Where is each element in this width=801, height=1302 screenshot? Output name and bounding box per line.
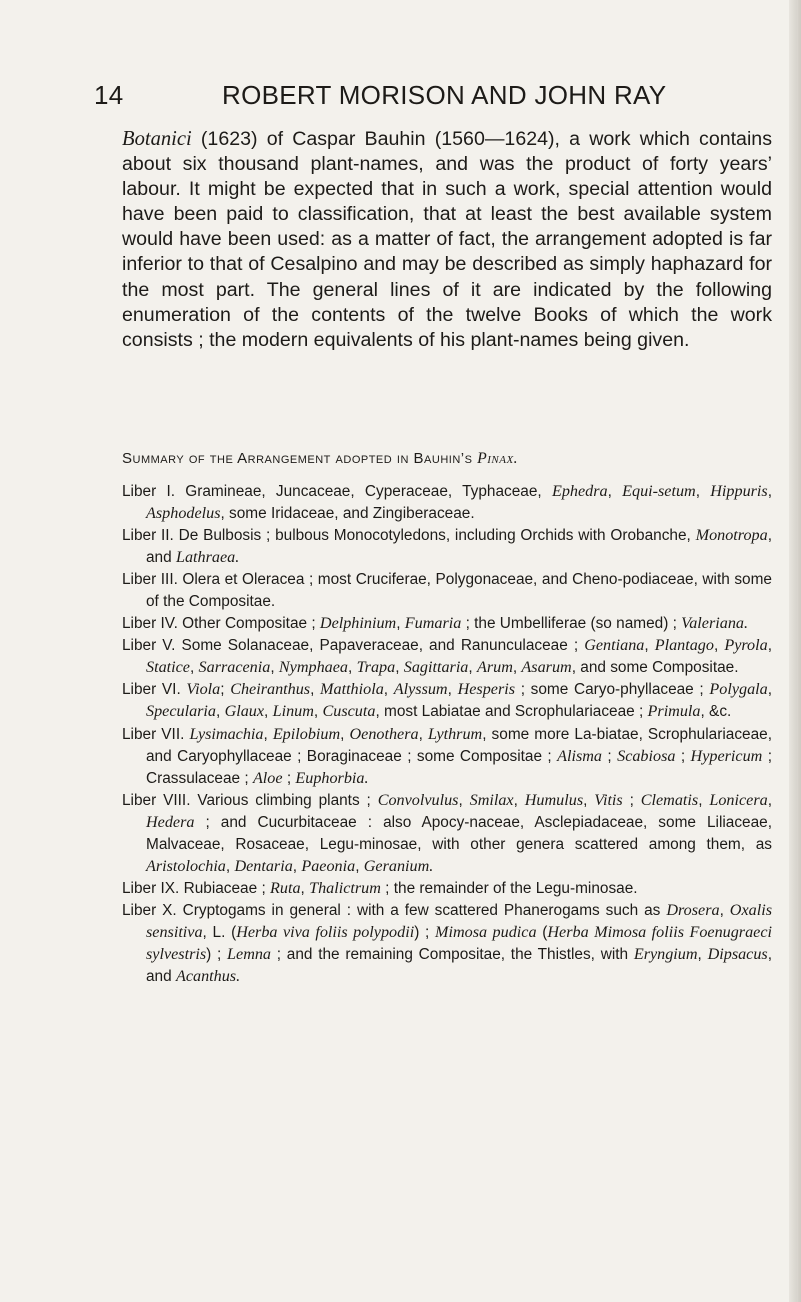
italic-term: Cuscuta [322,703,376,721]
italic-term: Hippuris [710,483,768,500]
text-run: , most Labiatae and Scrophulariaceae ; [375,703,648,721]
text-run: Liber VII. [122,725,190,743]
italic-term: Herba Mimosa foliis Foenugraeci sylvestris [146,923,773,963]
text-run: ; Crassulaceae ; [146,747,773,787]
italic-term: Valeriana. [681,615,749,633]
italic-term: Statice [146,659,190,677]
italic-term: Hesperis [457,681,516,699]
italic-term: Geranium. [363,857,434,875]
text-run: ; some Caryo-phyllaceae ; [515,681,710,699]
text-run: , [189,659,199,677]
italic-term: Lonicera [709,791,768,809]
text-run: Liber IX. Rubiaceae ; [122,879,271,897]
italic-term: Convolvulus [377,791,459,809]
italic-term: Arum [476,659,513,677]
text-run: , [292,857,302,875]
summary-heading [122,450,772,468]
italic-term: Linum [272,703,314,721]
text-run: , [396,615,405,633]
text-run: , [313,703,323,721]
italic-term: Sagittaria [403,659,469,677]
italic-term: Ruta [270,879,301,897]
italic-term: Lythrum [427,725,483,743]
italic-term: Dentaria [234,857,293,875]
italic-term: Equi-setum [622,483,696,500]
italic-term: Euphorbia. [295,769,369,787]
text-run: , [395,659,404,677]
italic-term: Botanici [122,128,192,150]
text-run: , [719,901,730,919]
italic-term: Drosera [666,901,720,919]
text-run: , [512,659,522,677]
text-run: , [698,791,710,809]
italic-term: Humulus [524,791,584,809]
text-run: , [348,659,357,677]
text-run: , some Iridaceae, and Zingiberaceae. [220,505,475,523]
italic-term: Oenothera [349,725,419,743]
italic-term: Vitis [594,791,623,809]
liber-entry [122,679,772,723]
text-run: , [458,791,470,809]
text-run: ; and Cucurbitaceae : also Apocy-naceae, Asclepiadaceae, some Liliaceae, Malvaceae, Rosaceae, Legu-minosae, with other genera scattered among them, as [146,813,772,853]
italic-term: Oxalis sensitiva [146,901,772,941]
italic-term: Thalictrum [309,879,381,897]
italic-term: Lemna [227,945,272,963]
italic-term: Trapa [356,659,396,677]
italic-term: Specularia [146,703,216,721]
text-run: ; [282,769,296,787]
text-run: ) ; [414,923,436,941]
text-run: ; [675,747,691,765]
italic-term: Mimosa pudica [435,923,537,941]
italic-term: Viola [186,681,221,699]
page-edge [789,0,801,1302]
italic-term: Lysimachia [189,725,264,743]
text-run: ; [220,681,231,699]
text-run: , [767,637,772,655]
text-run: , [468,659,477,677]
text-run: , [767,483,772,500]
intro-text [122,127,772,353]
intro-paragraph [122,127,772,353]
text-run: Liber I. Gramineae, Juncaceae, Cyperaceae, Typhaceae, [122,483,552,500]
text-run: Liber III. Olera et Oleracea ; most Cruciferae, Polygonaceae, and Cheno-podiaceae, with some of the Compositae. [122,571,772,611]
italic-term: Delphinium [319,615,397,633]
text-run: Liber VI. [122,681,187,699]
italic-term: Sarracenia [198,659,271,677]
liber-entry [122,900,772,988]
liber-entry [122,790,772,878]
liber-entry [122,635,772,679]
liber-entry [122,724,772,790]
italic-term: Eryngium [633,945,698,963]
text-run: , [447,681,458,699]
italic-term: Asphodelus [146,505,221,523]
text-run: ; [602,747,618,765]
italic-term: Herba viva foliis polypodii [236,923,415,941]
text-run: , [583,791,595,809]
text-run: , &c. [700,703,732,721]
text-run: , [355,857,364,875]
text-run: , [263,725,273,743]
running-title: ROBERT MORISON AND JOHN RAY [222,80,667,110]
italic-term: Dipsacus [707,945,768,963]
text-run: Liber II. De Bulbosis ; bulbous Monocotyledons, including Orchids with Orobanche, [122,527,696,545]
liber-entry [122,525,772,569]
italic-term: Monotropa [695,527,768,545]
text-run: Liber VIII. Various climbing plants ; [122,791,378,809]
italic-term: Alyssum [393,681,448,699]
text-run: (1623) of Caspar Bauhin (1560—1624), a work which contains about six thousand plant-names, and was the product of forty years’ labour. It might be expected that in such a work, special attention would have been paid to classification, that at least the best available system would have been used: as a matter of fact, the arrangement adopted is far inferior to that of Cesalpino and may be described as simply haphazard for the most part. The general lines of it are indicated by the following enumeration of the contents of the twelve Books of which the work consists ; the modern equivalents of his plant-names being given. [122,128,772,351]
text-run: , [264,703,273,721]
italic-term: Scabiosa [617,747,676,765]
text-run: , and [146,527,772,567]
text-run: , [767,681,773,699]
summary-heading-lead: Summary of the Arrangement adopted in Bauhin’s [122,450,478,467]
text-run: , [270,659,279,677]
italic-term: Nymphaea [278,659,348,677]
text-run: , [216,703,225,721]
liber-entry [122,613,772,635]
text-run: , [300,879,310,897]
italic-term: Plantago [654,637,714,655]
text-run: ; the Umbelliferae (so named) ; [461,615,682,633]
text-run: , [713,637,725,655]
summary-heading-title: Pinax. [477,450,519,467]
text-run: ; the remainder of the Legu-minosae. [380,879,638,897]
liber-list [122,481,772,988]
italic-term: Hedera [146,813,195,831]
text-run: ; [622,791,641,809]
liber-entry [122,878,772,900]
italic-term: Aloe [252,769,283,787]
italic-term: Hypericum [690,747,763,765]
text-run: Liber V. Some Solanaceae, Papaveraceae, and Ranunculaceae ; [122,637,585,655]
italic-term: Epilobium [272,725,341,743]
italic-term: Matthiola [320,681,384,699]
text-run: , [695,483,711,500]
italic-term: Fumaria [404,615,462,633]
text-run: , [383,681,394,699]
text-run: ) ; [206,945,228,963]
text-run: , [767,791,772,809]
italic-term: Asarum [521,659,572,677]
text-run: ; and the remaining Compositae, the Thistles, with [271,945,634,963]
text-run: , [644,637,655,655]
italic-term: Gentiana [584,637,645,655]
italic-term: Primula [647,703,701,721]
liber-entry [122,481,772,525]
text-run: , [418,725,428,743]
text-run: ( [536,923,548,941]
liber-entry [122,569,772,613]
text-run: , [310,681,321,699]
text-run: , [513,791,525,809]
italic-term: Ephedra [551,483,608,500]
text-run: , [225,857,235,875]
text-run: , [697,945,708,963]
italic-term: Cheiranthus [230,681,311,699]
text-run: , some more La-biatae, Scrophulariaceae, and Caryophyllaceae ; Boraginaceae ; some Compositae ; [146,725,772,765]
italic-term: Polygala [709,681,768,699]
italic-term: Glaux [224,703,265,721]
italic-term: Aristolochia [146,857,226,875]
italic-term: Smilax [469,791,514,809]
italic-term: Pyrola [724,637,768,655]
text-run: , L. ( [202,923,237,941]
italic-term: Clematis [640,791,699,809]
text-run: , [607,483,623,500]
italic-term: Acanthus. [175,968,241,986]
text-run: Liber IV. Other Compositae ; [122,615,320,633]
italic-term: Lathraea. [175,549,240,567]
text-run: , and [146,945,772,986]
italic-term: Paeonia [301,857,356,875]
page-number: 14 [94,80,124,110]
text-run: Liber X. Cryptogams in general : with a few scattered Phanerogams such as [122,901,667,919]
text-run: , and some Compositae. [571,659,739,677]
italic-term: Alisma [557,747,603,765]
text-run: , [340,725,350,743]
